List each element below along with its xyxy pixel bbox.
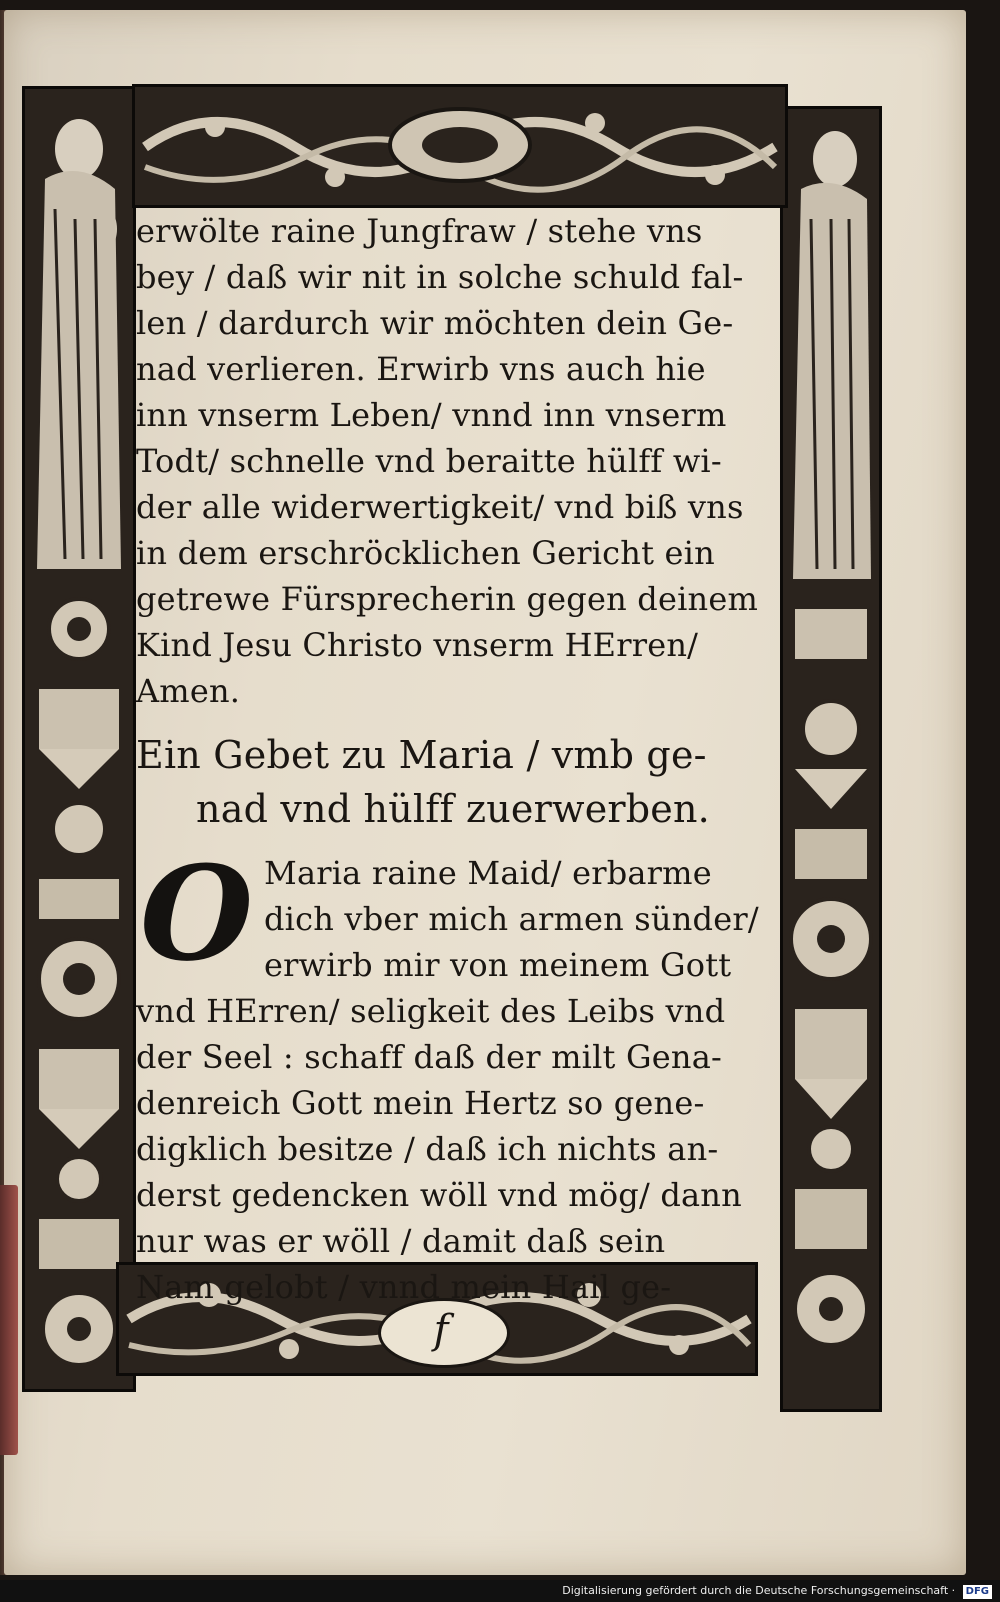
text-line: digklich besitze / daß ich nichts an- <box>136 1130 719 1168</box>
text-line: der alle widerwertigkeit/ vnd biß vns <box>136 488 744 526</box>
text-line: bey / daß wir nit in solche schuld fal- <box>136 258 744 296</box>
text-line: der Seel : schaff daß der milt Gena- <box>136 1038 722 1076</box>
text-line: erwirb mir von meinem Gott <box>264 946 732 984</box>
page-marker-tab <box>0 1185 18 1455</box>
text-line: Nam gelobt / vnnd mein Hail ge- <box>136 1268 672 1306</box>
text-line: Kind Jesu Christo vnserm HErren/ <box>136 626 699 664</box>
text-line: nad verlieren. Erwirb vns auch hie <box>136 350 706 388</box>
text-line: nur was er wöll / damit daß sein <box>136 1222 666 1260</box>
text-line: denreich Gott mein Hertz so gene- <box>136 1084 705 1122</box>
text-line: Amen. <box>136 672 241 710</box>
text-line: getrewe Fürsprecherin gegen deinem <box>136 580 759 618</box>
text-line: vnd HErren/ seligkeit des Leibs vnd <box>136 992 726 1030</box>
prayer-body <box>136 837 770 1310</box>
text-line: erwölte raine Jungfraw / stehe vns <box>136 212 703 250</box>
text-block <box>136 208 770 1306</box>
prayer-continuation <box>136 208 770 714</box>
woodcut-border-top <box>132 84 788 208</box>
text-line: Todt/ schnelle vnd beraitte hülff wi- <box>136 442 722 480</box>
text-line: len / dardurch wir möchten dein Ge- <box>136 304 734 342</box>
madonna-woodcut-icon <box>25 89 133 1389</box>
digitization-credit-bar <box>0 1580 1000 1602</box>
dfg-logo: DFG <box>963 1585 992 1599</box>
text-line: dich vber mich armen sünder/ <box>264 900 759 938</box>
foliage-ornament-icon <box>135 87 785 205</box>
heading-line: Ein Gebet zu Maria / vmb ge- <box>136 733 707 777</box>
woodcut-border-right <box>780 106 882 1412</box>
saint-woodcut-icon <box>783 109 879 1409</box>
text-line: in dem erschröcklichen Gericht ein <box>136 534 715 572</box>
decorated-initial: O <box>140 837 254 990</box>
text-line: inn vnserm Leben/ vnnd inn vnserm <box>136 396 727 434</box>
credit-text: Digitalisierung gefördert durch die Deutsche Forschungsgemeinschaft · <box>562 1584 956 1597</box>
folio-signature: f <box>433 1307 449 1353</box>
prayer-heading <box>136 728 770 836</box>
text-line: Maria raine Maid/ erbarme <box>264 854 712 892</box>
woodcut-border-left <box>22 86 136 1392</box>
text-line: derst gedencken wöll vnd mög/ dann <box>136 1176 742 1214</box>
heading-line: nad vnd hülff zuerwerben. <box>196 787 710 831</box>
